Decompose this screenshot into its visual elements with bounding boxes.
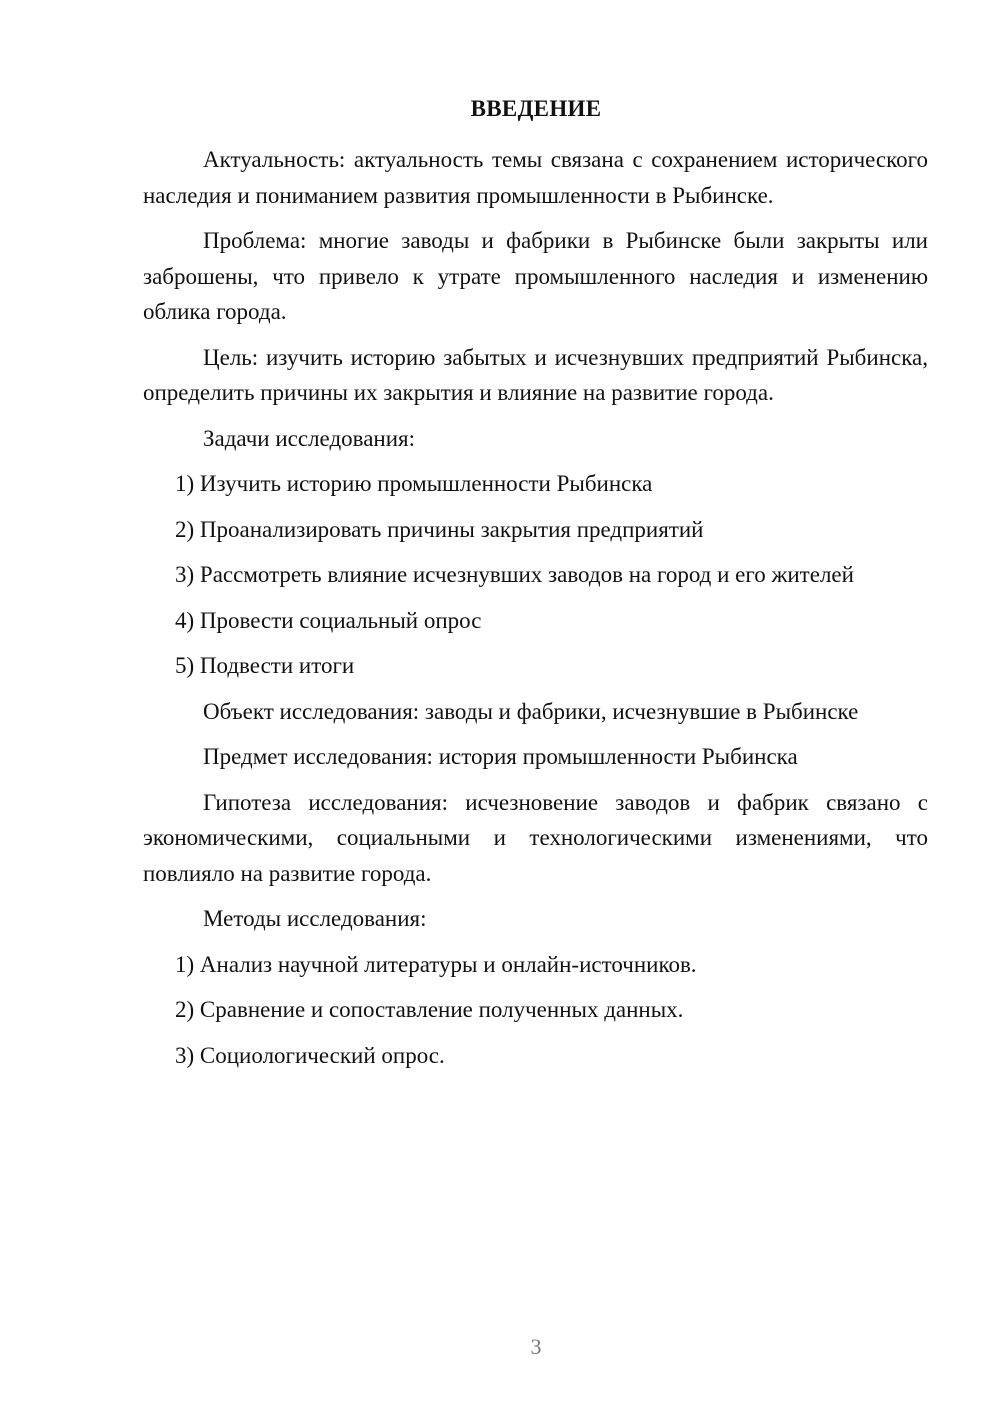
page-number: 3: [530, 1334, 542, 1359]
method-item-3: 3) Социологический опрос.: [175, 1042, 445, 1068]
task-item-5: 5) Подвести итоги: [175, 653, 355, 678]
tasks-heading: Задачи исследования:: [203, 425, 416, 451]
task-item-3: 3) Рассмотреть влияние исчезнувших заводов на город и его жителей: [175, 562, 854, 587]
method-item-2: 2) Сравнение и сопоставление полученных данных.: [175, 997, 684, 1022]
methods-heading: Методы исследования:: [203, 906, 427, 931]
method-item-1: 1) Анализ научной литературы и онлайн-источников.: [175, 951, 697, 977]
body-text: [143, 142, 928, 1083]
problem-paragraph: Проблема: многие заводы и фабрики в Рыбинске были закрыты или заброшены, что привело к утрате промышленного наследия и изменению облика города.: [143, 228, 928, 324]
section-title: ВВЕДЕНИЕ: [470, 96, 602, 121]
task-item-1: 1) Изучить историю промышленности Рыбинска: [175, 471, 653, 496]
hypothesis-paragraph: Гипотеза исследования: исчезновение заводов и фабрик связано с экономическими, социальными и технологическими изменениями, что повлияло на развитие города.: [143, 789, 928, 886]
relevance-paragraph: Актуальность: актуальность темы связана с сохранением исторического наследия и пониманием развития промышленности в Рыбинске.: [143, 147, 928, 208]
object-paragraph: Объект исследования: заводы и фабрики, исчезнувшие в Рыбинске: [203, 698, 859, 724]
goal-paragraph: Цель: изучить историю забытых и исчезнувших предприятий Рыбинска, определить причины их закрытия и влияние на развитие города.: [143, 344, 928, 405]
task-item-4: 4) Провести социальный опрос: [175, 607, 482, 633]
subject-paragraph: Предмет исследования: история промышленности Рыбинска: [203, 744, 798, 769]
task-item-2: 2) Проанализировать причины закрытия предприятий: [175, 516, 704, 542]
